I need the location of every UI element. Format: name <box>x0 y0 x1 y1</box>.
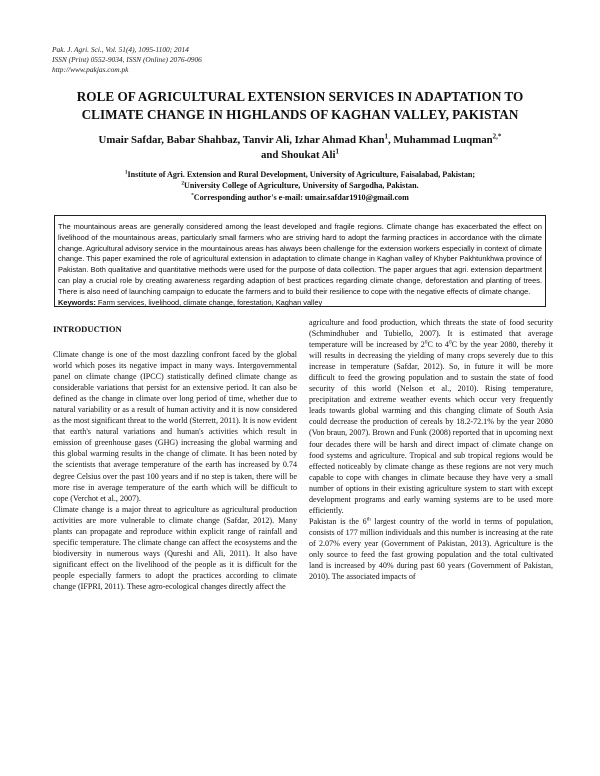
keywords <box>58 298 542 309</box>
p3-part-c: C by the year 2080, thereby it will results in decreasing the yielding of many crops severely due to this increase in temperature (Safdar, 2012). So, in future it will be more difficult to feed the growing population and to sustain the state of food security of this world (Nelson et al., 2010). Rising temperature, precipitation and extreme weather events which occur very frequently leads towards global warming and this changing climate of South Asia could decrease the production of cereals by 18.2-72.1% by the year 2080 (Von braun, 2007). Brown and Funk (2008) reported that in upcoming next four decades there will be harsh and direct impact of climate change on food systems and agriculture. Tropical and sub tropical regions would be effected noticeably by climate change as these regions are not very much capable to cope with changes in climate because they have very a small number of options in their existing agriculture system to start with except development programs and early warning systems are to be used more efficiently. <box>309 340 553 515</box>
left-column <box>53 349 297 592</box>
corresponding-email: Corresponding author's e-mail: umair.safdar1910@gmail.com <box>193 192 409 202</box>
abstract-box <box>54 215 546 307</box>
journal-url[interactable]: http://www.pakjas.com.pk <box>52 65 129 75</box>
title-line-1: ROLE OF AGRICULTURAL EXTENSION SERVICES IN ADAPTATION TO <box>76 89 524 104</box>
keywords-list: Farm services, livelihood, climate change, forestation, Kaghan valley <box>95 297 323 307</box>
intro-paragraph-3 <box>309 317 553 516</box>
journal-line-1: Pak. J. Agri. Sci., Vol. 51(4), 1095-1100; 2014 <box>52 45 189 54</box>
affiliation-1: Institute of Agri. Extension and Rural Development, University of Agriculture, Faisalabad, Pakistan; <box>127 170 476 179</box>
paper-title <box>40 88 560 123</box>
affil-3-sup: * <box>191 192 194 199</box>
keywords-label: Keywords: <box>58 297 96 307</box>
degree-sup-2: 0 <box>448 339 452 346</box>
author-sup-3: 1 <box>335 147 339 155</box>
degree-sup-1: 0 <box>424 339 428 346</box>
authors-part-3: and Shoukat Ali <box>261 148 336 161</box>
abstract-text: The mountainous areas are generally considered among the least developed and fragile regions. Climate change has exacerbated the effect on livelihood of the mountainous areas, particularly small farmers who are striving hard to adopt the farming practices in accordance with the climate change. Agricultural advisory service in the mountainous areas has always been challenge for the extension workers especially in context of climate change. This paper examined the role of agricultural extension in adaptation to climate change in Kaghan valley of Khyber Pakhtunkhwa province of Pakistan. Both qualitative and quantitative methods were used for the purpose of data collection. The paper argues that agri. extension department can play a crucial role by creating awareness regarding adaption of best practices regarding climate change, deforestation and planting of trees. There is also need of launching campaign to educate the farmers and to build their resilience to cope with the negative effects of climate change. <box>58 222 542 296</box>
intro-paragraph-4 <box>309 516 553 582</box>
affil-1-sup: 1 <box>124 169 128 176</box>
p4-part-b: largest country of the world in terms of population, consists of 177 million individuals and this number is increasing at the rate of 2.07% every year (Government of Pakistan, 2013). Agriculture is the only source to feed the fast growing population and the total cultivated land is increased by 40% during past 60 years (Government of Pakistan, 2010). The associated impacts of <box>309 516 553 582</box>
p3-part-b: C to 4 <box>427 340 449 350</box>
intro-paragraph-1: Climate change is one of the most dazzling confront faced by the global world which poses its negative impact in many ways. Intergovernmental panel on climate change (IPCC) statistically defined climate change as considerable variations that persist for an extensive period. It can also be defined as the change in climate over long period of time, whether due to natural variability or as a result of human activity and it is now considered as the most significant threat to the world (Sterrett, 2011). It is now evident that earth's natural variations and human's activities which result in emission of greenhouse gases (GHG) increasing the global warming and this global warming results in the change of climate. It has been noted by the scientists that average temperature of the earth has increased by 0.74 degree Celsius over the past 100 years and if no step is taken, there will be more rise in average temperature of the earth which will be difficult to cope (Verchot et al., 2007). <box>53 350 297 503</box>
author-sup-2: 2,* <box>492 132 502 141</box>
affiliations <box>40 169 560 203</box>
affiliation-2: University College of Agriculture, University of Sargodha, Pakistan. <box>184 181 419 191</box>
authors-part-1: Umair Safdar, Babar Shahbaz, Tanvir Ali, Izhar Ahmad Khan <box>98 134 385 146</box>
author-sup-1: 1 <box>384 132 388 141</box>
title-line-2: CLIMATE CHANGE IN HIGHLANDS OF KAGHAN VALLEY, PAKISTAN <box>81 106 519 122</box>
authors-part-2: , Muhammad Luqman <box>387 134 493 146</box>
p3-part-a: agriculture and food production, which threats the state of food security (Schmindhuber and Tubiello, 2007). It is estimated that average temperature will be increased by 2 <box>309 318 553 350</box>
author-list <box>40 133 560 162</box>
section-heading-introduction: INTRODUCTION <box>53 324 122 334</box>
journal-line-2: ISSN (Print) 0552-9034, ISSN (Online) 2076-0906 <box>52 55 202 65</box>
journal-citation <box>52 45 202 76</box>
right-column <box>309 317 553 582</box>
p4-part-a: Pakistan is the 6 <box>309 516 367 526</box>
ordinal-sup: th <box>366 516 371 523</box>
affil-2-sup: 2 <box>181 180 185 187</box>
intro-paragraph-2: Climate change is a major threat to agriculture as agricultural production activities are more vulnerable to climate change (Safdar, 2012). Many plants can propagate and reproduce within explicit range of rainfall and specific temperature. The climate change can affect the ecosystems and the biodiversity in numerous ways (Qureshi and Ali, 2011). It also have significant effect on the livelihood of the people as it is difficult for the people especially farmers to adopt the practices according to climate change (IFPRI, 2011). These agro-ecological changes directly affect the <box>53 504 297 591</box>
